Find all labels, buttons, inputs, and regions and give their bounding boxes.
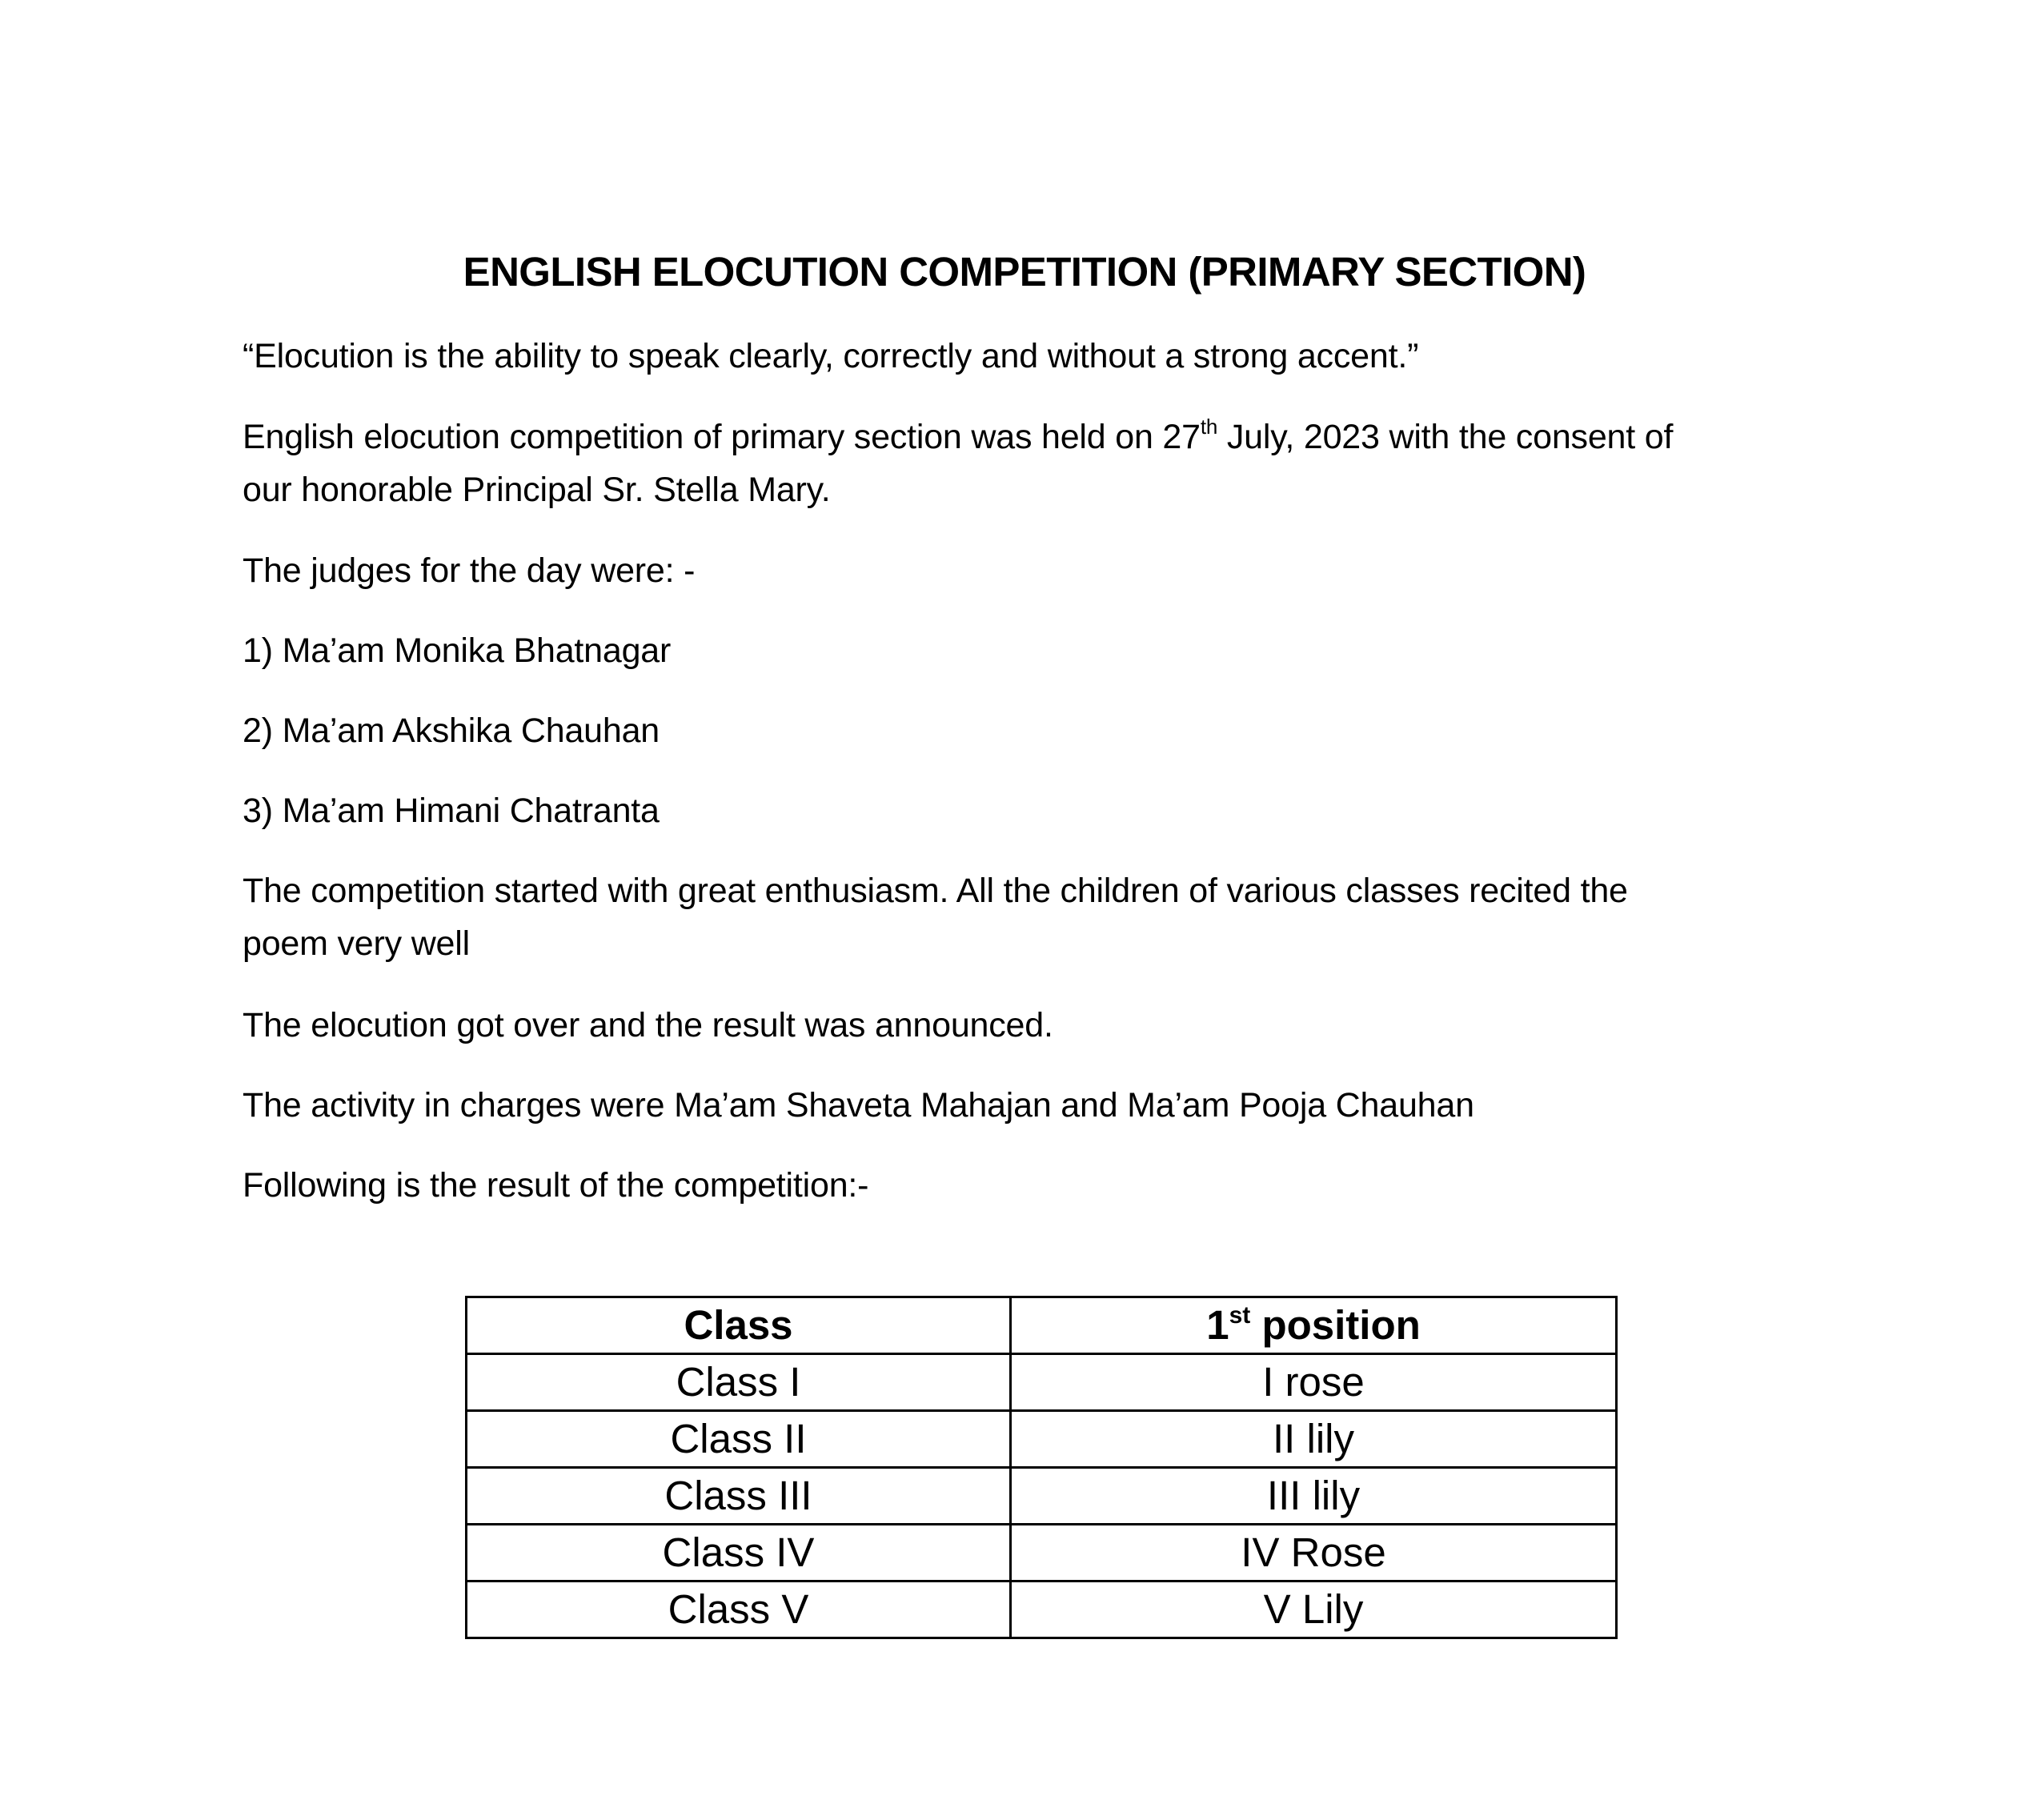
table-row (467, 1581, 1617, 1638)
winner-cell: IV Rose (1011, 1525, 1617, 1581)
class-cell: Class II (467, 1411, 1011, 1468)
table-header-row (467, 1297, 1617, 1354)
intro-paragraph (243, 411, 1843, 516)
header-position-word: position (1250, 1302, 1421, 1348)
header-class: Class (467, 1297, 1011, 1354)
class-cell: Class III (467, 1468, 1011, 1525)
intro-day-suffix: th (1200, 415, 1218, 439)
intro-text-after-day: July, 2023 with the consent of (1217, 418, 1674, 456)
table-row (467, 1354, 1617, 1411)
competition-paragraph (243, 864, 1843, 970)
table-row (467, 1411, 1617, 1468)
result-intro-paragraph: Following is the result of the competition:- (243, 1166, 869, 1205)
winner-cell: II lily (1011, 1411, 1617, 1468)
intro-text-line2: our honorable Principal Sr. Stella Mary. (243, 471, 831, 509)
competition-text-line2: poem very well (243, 924, 470, 963)
document-title: ENGLISH ELOCUTION COMPETITION (PRIMARY SECTION) (463, 249, 1586, 295)
table-row (467, 1468, 1617, 1525)
quote-paragraph: “Elocution is the ability to speak clearly, correctly and without a strong accent.” (243, 337, 1419, 375)
class-cell: Class V (467, 1581, 1011, 1638)
class-cell: Class I (467, 1354, 1011, 1411)
in-charges-paragraph: The activity in charges were Ma’am Shaveta Mahajan and Ma’am Pooja Chauhan (243, 1086, 1474, 1124)
judge-item-3: 3) Ma’am Himani Chatranta (243, 792, 660, 830)
judges-heading: The judges for the day were: - (243, 551, 696, 590)
winner-cell: III lily (1011, 1468, 1617, 1525)
result-announced-paragraph: The elocution got over and the result was announced. (243, 1006, 1053, 1044)
class-cell: Class IV (467, 1525, 1011, 1581)
header-position (1011, 1297, 1617, 1354)
table-row (467, 1525, 1617, 1581)
header-position-suffix: st (1229, 1302, 1251, 1329)
header-position-number: 1 (1206, 1302, 1229, 1348)
winner-cell: I rose (1011, 1354, 1617, 1411)
judge-item-2: 2) Ma’am Akshika Chauhan (243, 712, 660, 750)
result-table (465, 1296, 1618, 1639)
intro-text-before-day: English elocution competition of primary section was held on 27 (243, 418, 1201, 456)
judge-item-1: 1) Ma’am Monika Bhatnagar (243, 631, 672, 670)
winner-cell: V Lily (1011, 1581, 1617, 1638)
competition-text-line1: The competition started with great enthusiasm. All the children of various classes recited the (243, 872, 1628, 910)
